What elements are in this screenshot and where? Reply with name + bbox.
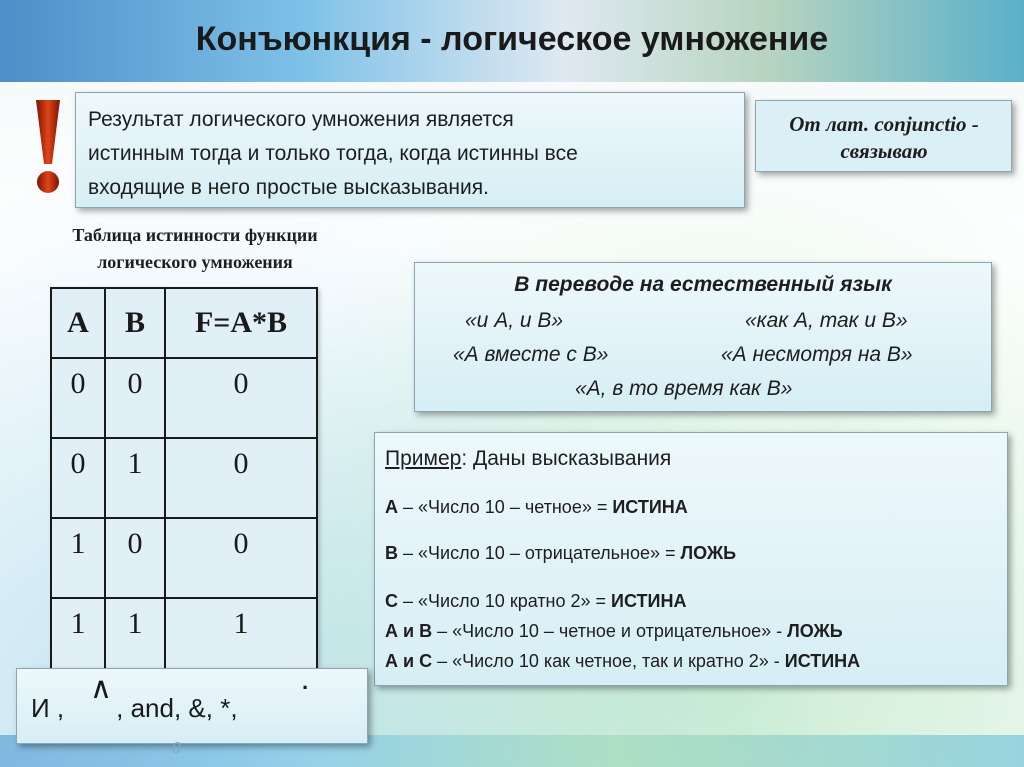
header-b: B: [105, 288, 165, 358]
conjunction-symbol: ∧: [90, 672, 112, 705]
table-row: [51, 358, 317, 438]
phrase: «А, в то время как В»: [575, 377, 793, 400]
truth-table: [50, 287, 318, 679]
cell: 0: [105, 358, 165, 438]
exclamation-icon: [28, 98, 68, 198]
header-f: F=A*B: [165, 288, 317, 358]
cell: 0: [165, 518, 317, 598]
translation-title: В переводе на естественный язык: [514, 273, 892, 296]
table-row: [51, 438, 317, 518]
phrase: «как А, так и В»: [745, 309, 908, 332]
phrase: «и А, и В»: [465, 309, 564, 332]
phrase: «А несмотря на В»: [721, 343, 913, 366]
notation-box: [16, 668, 368, 744]
phrase: «А вместе с В»: [453, 343, 609, 366]
cell: 1: [51, 518, 105, 598]
rule-box: [75, 92, 745, 208]
cell: 0: [51, 358, 105, 438]
etymology-box: [755, 100, 1012, 172]
header-a: A: [51, 288, 105, 358]
dot-symbol: ·: [302, 675, 310, 700]
cell: 1: [165, 598, 317, 678]
cell: 1: [105, 598, 165, 678]
cell: 0: [51, 438, 105, 518]
statement-c: С – «Число 10 кратно 2» = ИСТИНА: [385, 591, 687, 611]
example-title: Пример: Даны высказывания: [385, 447, 672, 470]
translation-box: [414, 262, 992, 412]
notation-text: И , , and, &, *,: [31, 693, 238, 723]
statement-b: В – «Число 10 – отрицательное» = ЛОЖЬ: [385, 543, 737, 563]
slide-mark: 0: [172, 740, 181, 757]
cell: 1: [105, 438, 165, 518]
statement-a-and-c: А и С – «Число 10 как четное, так и кратно 2» - ИСТИНА: [385, 651, 861, 671]
page-title: Конъюнкция - логическое умножение: [195, 20, 829, 58]
example-box: [374, 432, 1008, 686]
table-row: [51, 598, 317, 678]
cell: 0: [165, 358, 317, 438]
cell: 0: [165, 438, 317, 518]
statement-a-and-b: А и В – «Число 10 – четное и отрицательное» - ЛОЖЬ: [385, 621, 843, 641]
statement-a: А – «Число 10 – четное» = ИСТИНА: [385, 497, 688, 517]
cell: 1: [51, 598, 105, 678]
table-header-row: [51, 288, 317, 358]
etymology-text: От лат. conjunctio - связываю: [789, 112, 979, 163]
rule-text: Результат логического умножения является истинным тогда и только тогда, когда истинны все входящие в него простые высказывания.: [88, 108, 578, 199]
table-row: [51, 518, 317, 598]
cell: 0: [105, 518, 165, 598]
truth-table-caption: Таблица истинности функции логического умножения: [72, 225, 318, 272]
